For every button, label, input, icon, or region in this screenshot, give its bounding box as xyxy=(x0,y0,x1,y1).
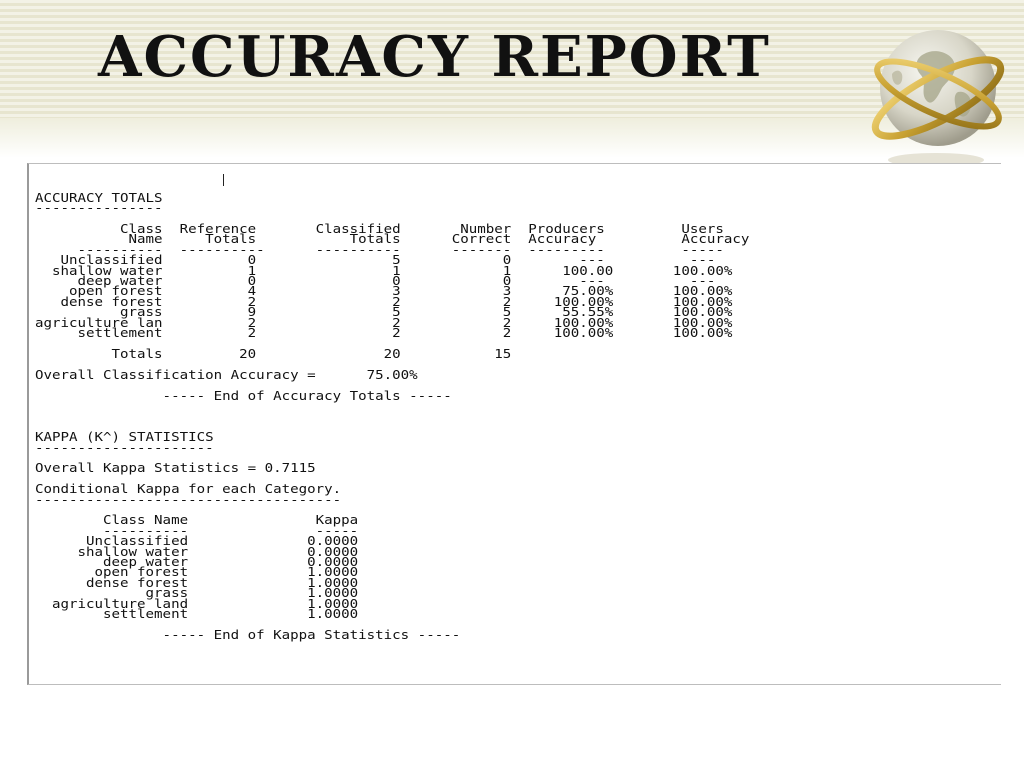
slide-title: ACCURACY REPORT xyxy=(98,24,771,90)
accuracy-report-panel xyxy=(27,163,1001,685)
globe-icon xyxy=(862,22,1012,170)
accuracy-report-text: ACCURACY TOTALS --------------- Class Reference Classified Number Producers Users Name Totals Totals Correct Accuracy Accuracy ---------- ---------- ---------- ------- --------- ----- Unclassified 0 5 0 --- --- shallow water 1 1 1 100.00 100.00% deep water 0 0 0 --- --- open forest 4 3 3 75.00% 100.00% dense forest 2 2 2 100.00% 100.00% grass 9 5 5 55.55% 100.00% agriculture lan 2 2 2 100.00% 100.00% settlement 2 2 2 100.00% 100.00% Totals 20 20 15 Overall Classification Accuracy = 75.00% ----- End of Accuracy Totals ----- KAPPA (K^) STATISTICS --------------------- Overall Kappa Statistics = 0.7115 Conditional Kappa for each Category. ------------------------------------ Class Name Kappa ---------- ----- Unclassified 0.0000 shallow water 0.0000 deep water 0.0000 open forest 1.0000 dense forest 1.0000 grass 1.0000 agriculture land 1.0000 settlement 1.0000 ----- End of Kappa Statistics ----- xyxy=(35,189,750,642)
